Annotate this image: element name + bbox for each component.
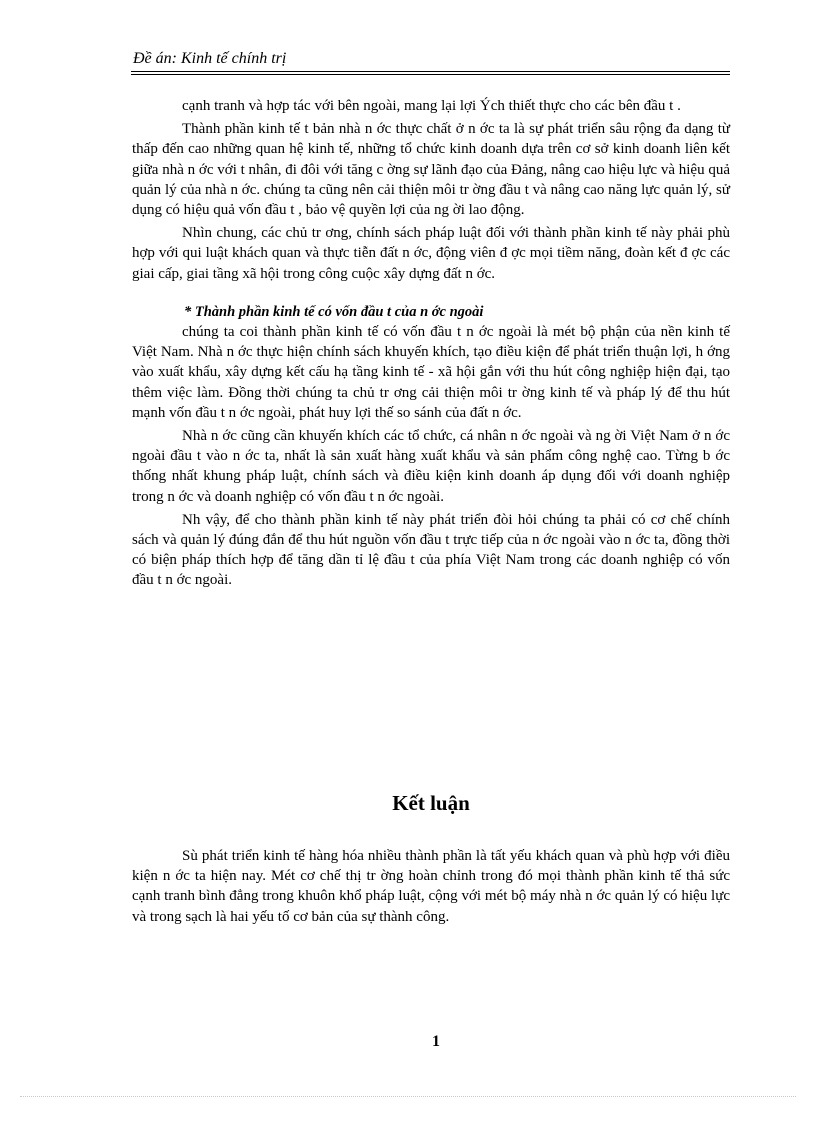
- conclusion-body: [132, 846, 730, 927]
- paragraph: Nhìn chung, các chủ tr ơng, chính sách pháp luật đối với thành phần kinh tế này phải phù hợp với qui luật khách quan và thực tiễn đất n ớc, động viên đ ợc mọi tiềm năng, đoàn kết đ ợc các giai cấp, giai tầng xã hội trong công cuộc xây dựng đất n ớc.: [132, 225, 730, 282]
- paragraph: Nhà n ớc cũng cần khuyến khích các tổ chức, cá nhân n ớc ngoài và ng ời Việt Nam ở n ớc ngoài đầu t vào n ớc ta, nhất là sản xuất hàng xuất khẩu và sản phẩm công nghệ cao. Từng b ớc thống nhất khung pháp luật, chính sách và điều kiện kinh doanh áp dụng đối với doanh nghiệp trong n ớc và doanh nghiệp có vốn đầu t n ớc ngoài.: [132, 428, 730, 505]
- conclusion-heading: Kết luận: [392, 791, 470, 815]
- paragraph: cạnh tranh và hợp tác với bên ngoài, mang lại lợi Ých thiết thực cho các bên đầu t .: [182, 98, 681, 114]
- main-body: [132, 96, 730, 591]
- page-edge-divider: [20, 1096, 796, 1097]
- page-number: 1: [432, 1033, 440, 1050]
- paragraph: Nh vậy, để cho thành phần kinh tế này phát triển đòi hỏi chúng ta phải có cơ chế chính sách và quản lý đúng đắn để thu hút nguồn vốn đầu t trực tiếp của n ớc ngoài vào n ớc ta, đồng thời có biện pháp thích hợp để tăng dần tỉ lệ đầu t của phía Việt Nam trong các doanh nghiệp có vốn đầu t n ớc ngoài.: [132, 511, 730, 589]
- header-rule-top: [131, 71, 730, 72]
- section-heading: * Thành phần kinh tế có vốn đầu t của n ớc ngoài: [184, 303, 484, 320]
- paragraph: chúng ta coi thành phần kinh tế có vốn đầu t n ớc ngoài là mét bộ phận của nền kinh tế Việt Nam. Nhà n ớc thực hiện chính sách khuyến khích, tạo điều kiện để phát triển thuận lợi, h ớng vào xuất khẩu, xây dựng kết cấu hạ tầng kinh tế - xã hội gắn với thu hút công nghiệp hiện đại, tạo thêm việc làm. Đồng thời chúng ta chủ tr ơng cải thiện môi tr ờng kinh tế và pháp lý để thu hút mạnh vốn đầu t n ớc ngoài, phát huy lợi thế so sánh của đất n ớc.: [132, 324, 730, 421]
- header-rule-bottom: [131, 74, 730, 75]
- paragraph: Sù phát triển kinh tế hàng hóa nhiều thành phần là tất yếu khách quan và phù hợp với điều kiện n ớc ta hiện nay. Mét cơ chế thị tr ờng hoàn chỉnh trong đó mọi thành phần kinh tế thả sức cạnh tranh bình đẳng trong khuôn khổ pháp luật, cộng với mét bộ máy nhà n ớc quản lý có hiệu lực và trong sạch là hai yếu tố cơ bản của sự thành công.: [132, 848, 730, 925]
- document-header-title: Đề án: Kinh tế chính trị: [133, 50, 287, 67]
- paragraph: Thành phần kinh tế t bản nhà n ớc thực chất ở n ớc ta là sự phát triển sâu rộng đa dạng từ thấp đến cao những quan hệ kinh tế, những tổ chức kinh doanh dựa trên cơ sở kinh doanh liên kết giữa nhà n ớc với t nhân, đi đôi với tăng c ờng sự lãnh đạo của Đảng, nâng cao hiệu lực và hiệu quả quản lý của nhà n ớc. chúng ta cũng nên cải thiện môi tr ờng đầu t và nâng cao năng lực quản lý, sử dụng có hiệu quả vốn đầu t , bảo vệ quyền lợi của ng ời lao động.: [132, 121, 730, 219]
